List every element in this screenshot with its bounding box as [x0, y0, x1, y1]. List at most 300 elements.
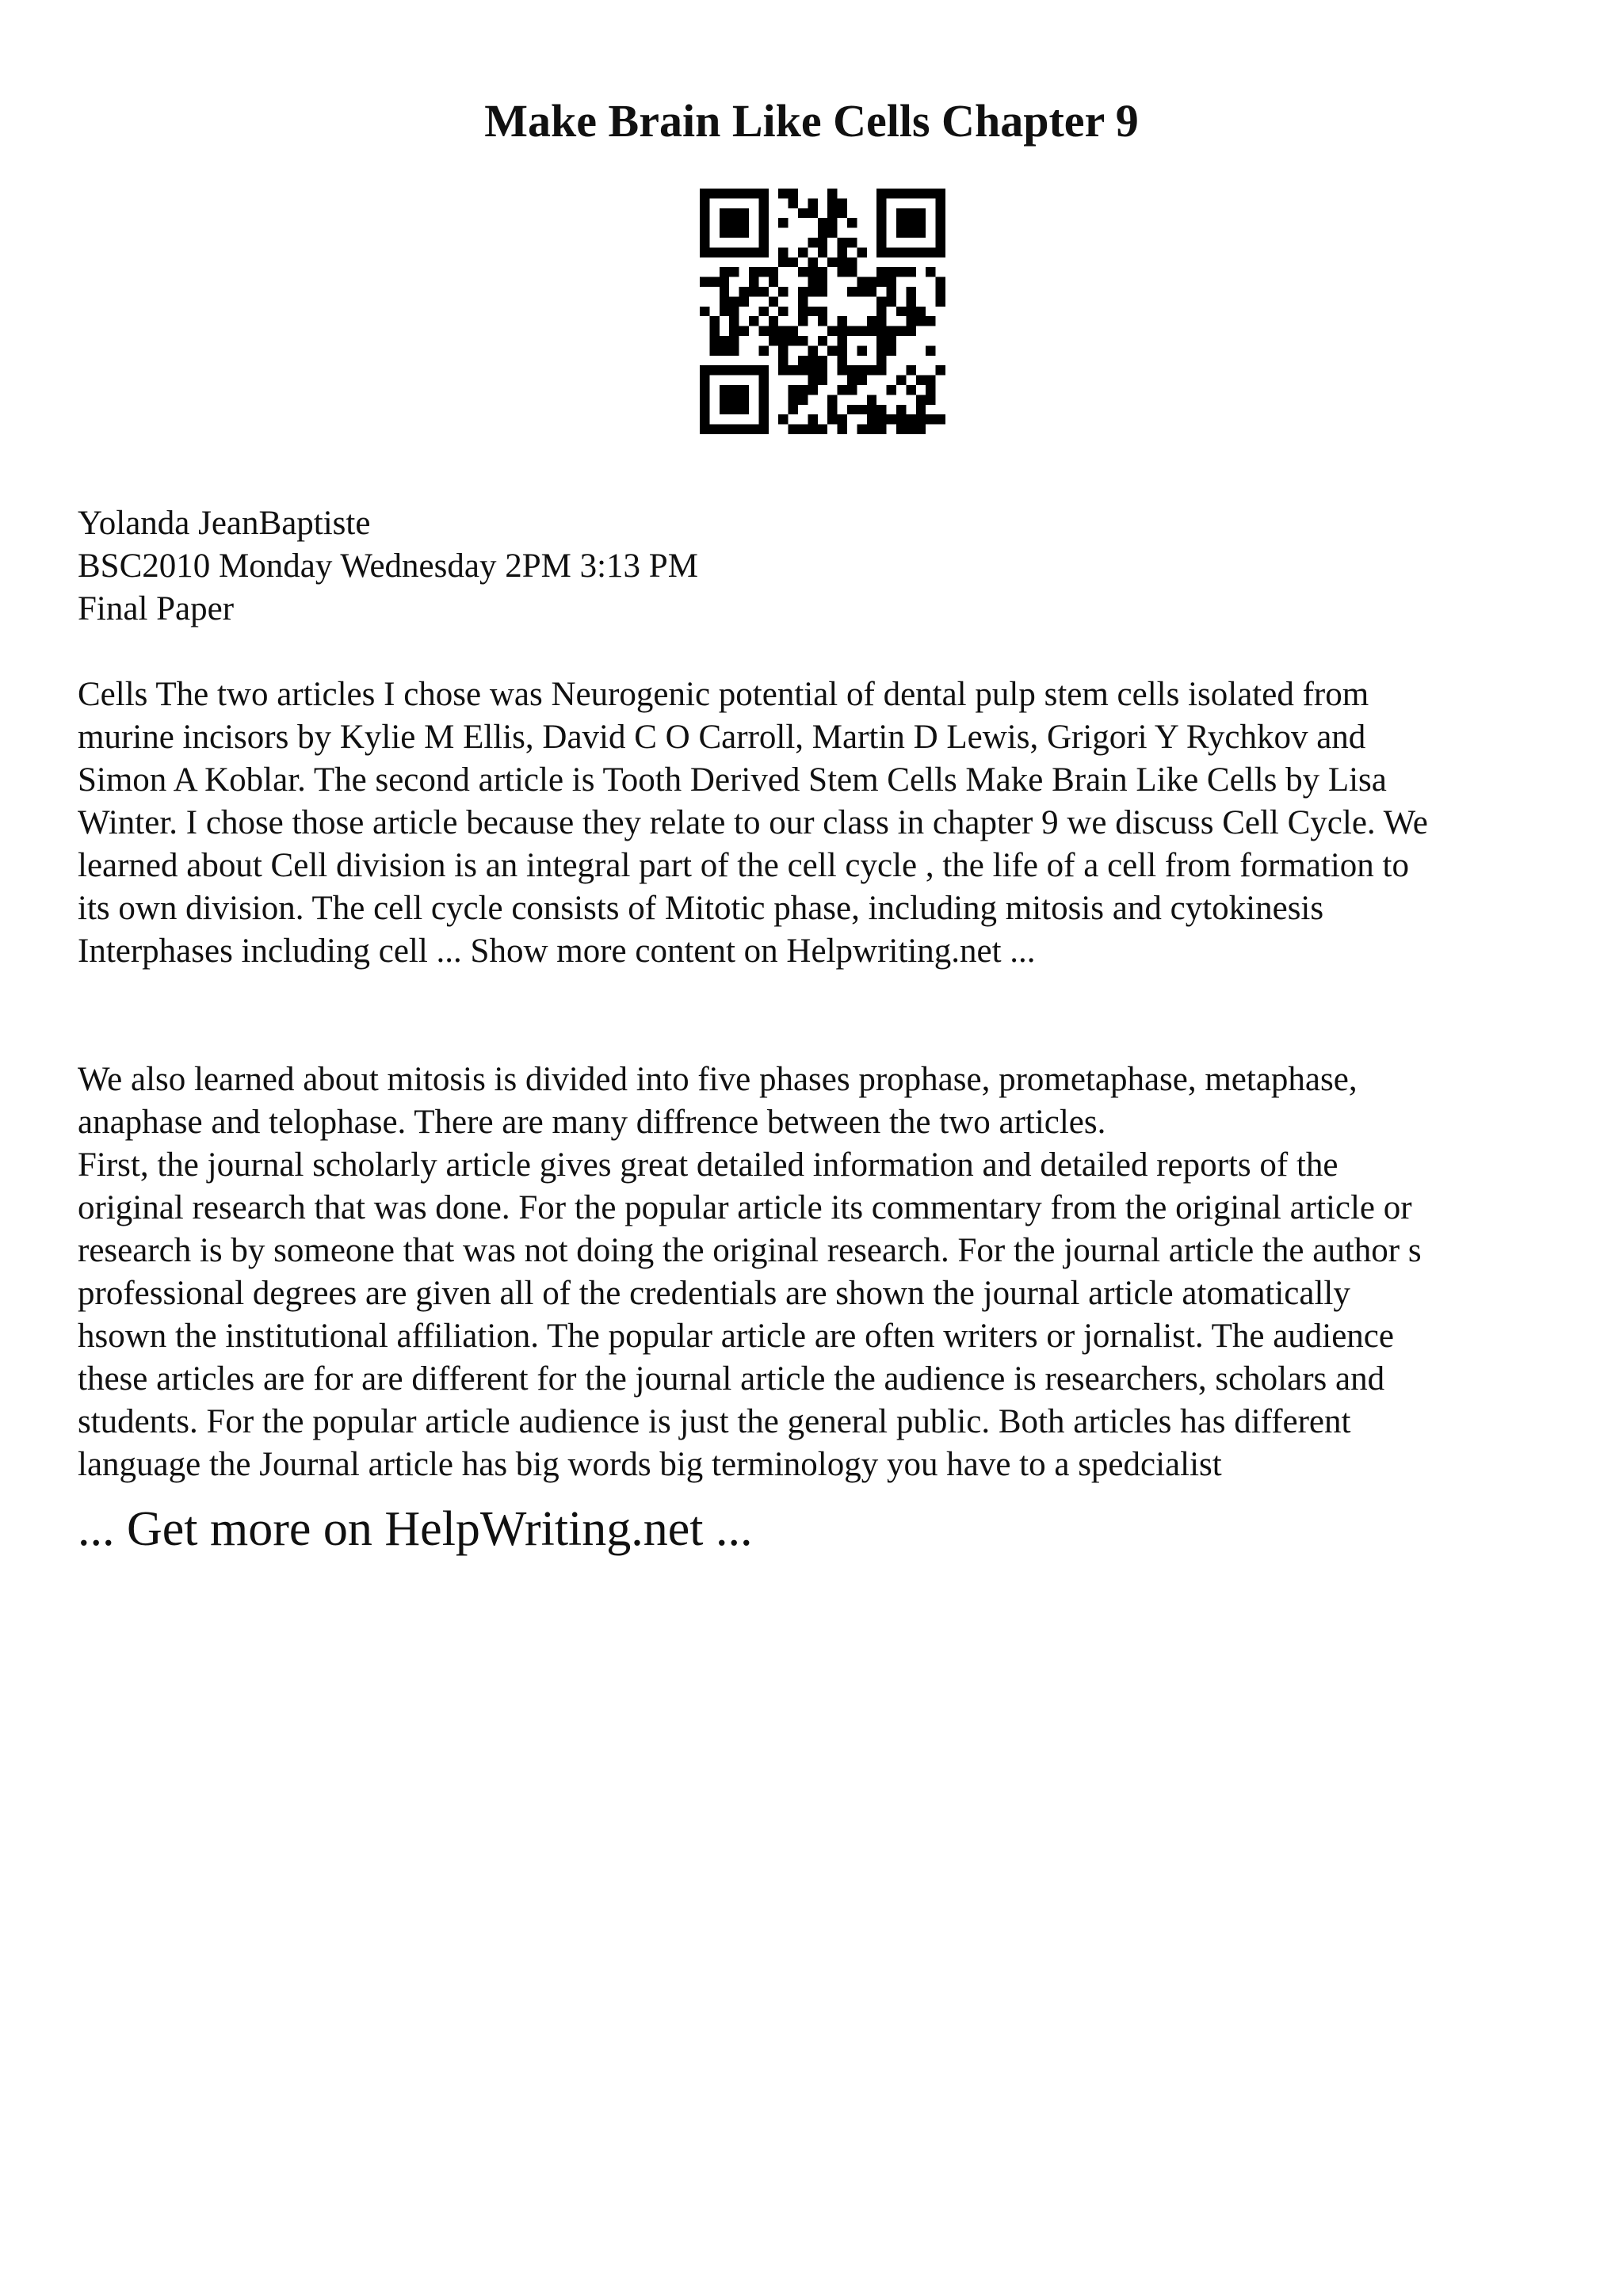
- qr-module: [808, 345, 817, 355]
- qr-module: [798, 425, 808, 434]
- qr-module: [758, 326, 768, 336]
- qr-module: [876, 365, 886, 375]
- qr-module: [720, 425, 729, 434]
- qr-module: [867, 326, 876, 336]
- qr-module: [827, 218, 837, 227]
- qr-module: [758, 307, 768, 316]
- qr-module: [916, 307, 926, 316]
- qr-module: [808, 208, 817, 218]
- qr-module: [936, 189, 945, 198]
- qr-module: [876, 267, 886, 277]
- qr-module: [808, 385, 817, 395]
- qr-module: [906, 287, 915, 296]
- qr-module: [876, 277, 886, 287]
- qr-module: [808, 257, 817, 267]
- qr-module: [778, 287, 788, 296]
- qr-module: [720, 307, 729, 316]
- qr-module: [887, 277, 896, 287]
- qr-module: [818, 365, 827, 375]
- qr-module: [758, 425, 768, 434]
- qr-module: [739, 228, 749, 238]
- document-title: Make Brain Like Cells Chapter 9: [484, 95, 1139, 147]
- qr-module: [709, 326, 719, 336]
- qr-module: [789, 395, 798, 404]
- qr-module: [758, 208, 768, 218]
- qr-module: [739, 326, 749, 336]
- qr-module: [887, 326, 896, 336]
- qr-module: [789, 405, 798, 414]
- qr-module: [857, 287, 866, 296]
- qr-module: [700, 365, 709, 375]
- paragraph-line: anaphase and telophase. There are many diffrence between the two articles.: [78, 1104, 1106, 1141]
- qr-module: [827, 414, 837, 424]
- qr-module: [838, 247, 847, 257]
- qr-module: [887, 287, 896, 296]
- qr-module: [926, 267, 935, 277]
- qr-module: [709, 365, 719, 375]
- qr-module: [798, 395, 808, 404]
- qr-module: [729, 247, 739, 257]
- qr-module: [876, 414, 886, 424]
- qr-module: [936, 287, 945, 296]
- qr-module: [876, 405, 886, 414]
- qr-module: [789, 425, 798, 434]
- qr-module: [936, 365, 945, 375]
- qr-module: [789, 365, 798, 375]
- qr-module: [709, 336, 719, 345]
- qr-module: [876, 198, 886, 208]
- qr-module: [926, 345, 935, 355]
- qr-module: [906, 296, 915, 306]
- qr-module: [916, 425, 926, 434]
- qr-module: [769, 326, 778, 336]
- qr-module: [798, 208, 808, 218]
- qr-module: [700, 414, 709, 424]
- qr-module: [916, 316, 926, 326]
- qr-module: [876, 218, 886, 227]
- qr-module: [818, 307, 827, 316]
- qr-module: [896, 228, 906, 238]
- qr-module: [847, 405, 857, 414]
- qr-module: [936, 218, 945, 227]
- qr-module: [906, 326, 915, 336]
- qr-module: [867, 414, 876, 424]
- qr-module: [906, 218, 915, 227]
- qr-module: [720, 247, 729, 257]
- qr-module: [720, 208, 729, 218]
- qr-module: [749, 247, 758, 257]
- qr-module: [916, 228, 926, 238]
- qr-module: [936, 198, 945, 208]
- paragraph-line: its own division. The cell cycle consists of Mitotic phase, including mitosis and cytokinesis: [78, 890, 1324, 927]
- paragraph-line: students. For the popular article audience is just the general public. Both articles has different: [78, 1403, 1351, 1440]
- qr-module: [847, 238, 857, 247]
- qr-module: [709, 189, 719, 198]
- qr-module: [876, 316, 886, 326]
- qr-module: [758, 247, 768, 257]
- qr-module: [749, 189, 758, 198]
- qr-module: [906, 189, 915, 198]
- qr-module: [857, 247, 866, 257]
- qr-module: [729, 336, 739, 345]
- qr-module: [818, 376, 827, 385]
- qr-module: [916, 414, 926, 424]
- qr-module: [857, 345, 866, 355]
- qr-module: [827, 257, 837, 267]
- qr-module: [700, 385, 709, 395]
- qr-module: [876, 189, 886, 198]
- qr-module: [789, 385, 798, 395]
- qr-module: [936, 247, 945, 257]
- qr-module: [867, 425, 876, 434]
- qr-module: [876, 336, 886, 345]
- qr-module: [808, 238, 817, 247]
- qr-module: [700, 307, 709, 316]
- qr-module: [778, 189, 788, 198]
- qr-module: [876, 296, 886, 306]
- qr-module: [876, 247, 886, 257]
- qr-module: [749, 277, 758, 287]
- paragraph-line: professional degrees are given all of the credentials are shown the journal article atomatically: [78, 1275, 1350, 1312]
- qr-module: [798, 356, 808, 365]
- qr-module: [729, 405, 739, 414]
- qr-module: [769, 336, 778, 345]
- qr-module: [749, 425, 758, 434]
- qr-module: [838, 385, 847, 395]
- paragraph-line: Cells The two articles I chose was Neurogenic potential of dental pulp stem cells isolated from: [78, 676, 1369, 713]
- qr-module: [700, 189, 709, 198]
- qr-module: [709, 277, 719, 287]
- qr-module: [700, 198, 709, 208]
- qr-module: [729, 296, 739, 306]
- qr-module: [847, 376, 857, 385]
- qr-module: [896, 307, 906, 316]
- qr-module: [720, 405, 729, 414]
- qr-module: [709, 247, 719, 257]
- qr-module: [739, 247, 749, 257]
- paragraph-line: these articles are for are different for the journal article the audience is researchers, scholars and: [78, 1360, 1385, 1398]
- qr-module: [906, 267, 915, 277]
- qr-module: [896, 414, 906, 424]
- qr-module: [739, 365, 749, 375]
- qr-module: [827, 189, 837, 198]
- qr-module: [838, 198, 847, 208]
- qr-module: [700, 218, 709, 227]
- qr-module: [798, 385, 808, 395]
- qr-module: [906, 307, 915, 316]
- qr-module: [769, 316, 778, 326]
- qr-module: [906, 208, 915, 218]
- qr-module: [838, 356, 847, 365]
- qr-module: [838, 316, 847, 326]
- qr-module: [729, 365, 739, 375]
- qr-module: [876, 238, 886, 247]
- qr-module: [847, 218, 857, 227]
- qr-module: [857, 277, 866, 287]
- qr-module: [720, 365, 729, 375]
- qr-module: [818, 218, 827, 227]
- qr-module: [789, 336, 798, 345]
- qr-module: [838, 336, 847, 345]
- qr-module: [758, 238, 768, 247]
- qr-module: [896, 247, 906, 257]
- qr-module: [729, 307, 739, 316]
- qr-module: [720, 395, 729, 404]
- qr-module: [758, 287, 768, 296]
- qr-module: [729, 395, 739, 404]
- qr-module: [916, 247, 926, 257]
- qr-module: [906, 316, 915, 326]
- qr-module: [876, 425, 886, 434]
- qr-module: [827, 405, 837, 414]
- qr-module: [778, 247, 788, 257]
- qr-module: [729, 326, 739, 336]
- qr-module: [709, 316, 719, 326]
- qr-module: [720, 385, 729, 395]
- qr-module: [778, 365, 788, 375]
- qr-module: [936, 238, 945, 247]
- qr-module: [808, 287, 817, 296]
- qr-module: [926, 395, 935, 404]
- qr-module: [818, 336, 827, 345]
- course-info: BSC2010 Monday Wednesday 2PM 3:13 PM: [78, 547, 698, 585]
- paragraph-mitosis: [78, 1058, 1568, 1144]
- qr-module: [778, 356, 788, 365]
- qr-module: [818, 356, 827, 365]
- qr-module: [798, 247, 808, 257]
- qr-module: [720, 218, 729, 227]
- qr-module: [818, 316, 827, 326]
- qr-module: [798, 336, 808, 345]
- qr-module: [700, 247, 709, 257]
- qr-module: [798, 316, 808, 326]
- qr-module: [720, 228, 729, 238]
- qr-module: [926, 247, 935, 257]
- qr-module: [926, 189, 935, 198]
- paragraph-intro: [78, 673, 1568, 973]
- qr-module: [827, 395, 837, 404]
- qr-module: [729, 316, 739, 326]
- qr-module: [729, 345, 739, 355]
- qr-module: [896, 405, 906, 414]
- author-header: [78, 502, 1568, 631]
- qr-module: [896, 267, 906, 277]
- qr-module: [926, 385, 935, 395]
- qr-module: [758, 365, 768, 375]
- qr-module: [916, 376, 926, 385]
- qr-module: [906, 228, 915, 238]
- paragraph-comparison: [78, 1144, 1568, 1486]
- paper-type: Final Paper: [78, 590, 235, 627]
- qr-module: [720, 345, 729, 355]
- qr-module: [778, 336, 788, 345]
- qr-module: [838, 365, 847, 375]
- qr-module: [789, 326, 798, 336]
- qr-module: [887, 267, 896, 277]
- qr-module: [876, 307, 886, 316]
- qr-module: [808, 425, 817, 434]
- qr-module: [729, 189, 739, 198]
- paragraph-line: murine incisors by Kylie M Ellis, David C O Carroll, Martin D Lewis, Grigori Y Rychkov and: [78, 719, 1366, 756]
- qr-module: [818, 267, 827, 277]
- get-more-link[interactable]: ... Get more on HelpWriting.net ...: [78, 1502, 753, 1556]
- qr-module: [887, 336, 896, 345]
- qr-module: [798, 267, 808, 277]
- qr-module: [847, 267, 857, 277]
- qr-module: [739, 395, 749, 404]
- qr-module: [887, 345, 896, 355]
- paragraph-line: Interphases including cell ... Show more content on Helpwriting.net ...: [78, 933, 1036, 970]
- qr-module: [739, 385, 749, 395]
- qr-module: [818, 238, 827, 247]
- qr-module: [936, 228, 945, 238]
- qr-module: [887, 189, 896, 198]
- qr-module: [926, 414, 935, 424]
- qr-module: [818, 425, 827, 434]
- qr-module: [720, 296, 729, 306]
- qr-module: [729, 208, 739, 218]
- qr-module: [769, 277, 778, 287]
- qr-module: [758, 405, 768, 414]
- qr-module: [876, 228, 886, 238]
- qr-module: [936, 277, 945, 287]
- qr-module: [739, 405, 749, 414]
- qr-module: [700, 395, 709, 404]
- qr-module: [798, 307, 808, 316]
- qr-module: [916, 405, 926, 414]
- qr-module: [896, 425, 906, 434]
- qr-module: [867, 277, 876, 287]
- paragraph-line: First, the journal scholarly article gives great detailed information and detailed reports of the: [78, 1146, 1338, 1184]
- qr-module: [700, 376, 709, 385]
- qr-module: [798, 287, 808, 296]
- qr-module: [808, 376, 817, 385]
- qr-module: [906, 425, 915, 434]
- qr-module: [896, 208, 906, 218]
- qr-module: [857, 376, 866, 385]
- qr-module: [808, 307, 817, 316]
- qr-module: [838, 267, 847, 277]
- qr-module: [906, 365, 915, 375]
- qr-module: [847, 287, 857, 296]
- qr-module: [729, 218, 739, 227]
- paragraph-line: Simon A Koblar. The second article is Tooth Derived Stem Cells Make Brain Like Cells by Lisa: [78, 761, 1387, 799]
- qr-module: [906, 247, 915, 257]
- qr-module: [867, 365, 876, 375]
- qr-module: [838, 257, 847, 267]
- qr-module: [827, 228, 837, 238]
- qr-module: [700, 425, 709, 434]
- qr-module: [887, 385, 896, 395]
- qr-module: [778, 414, 788, 424]
- qr-module: [789, 257, 798, 267]
- qr-module: [867, 316, 876, 326]
- qr-module: [758, 189, 768, 198]
- qr-module: [808, 414, 817, 424]
- qr-module: [729, 228, 739, 238]
- qr-module: [798, 365, 808, 375]
- qr-module: [876, 345, 886, 355]
- qr-module: [778, 307, 788, 316]
- qr-module: [700, 238, 709, 247]
- qr-module: [729, 385, 739, 395]
- qr-module: [926, 376, 935, 385]
- qr-module: [729, 267, 739, 277]
- qr-module: [818, 228, 827, 238]
- qr-module: [916, 395, 926, 404]
- qr-module: [838, 238, 847, 247]
- paragraph-line: We also learned about mitosis is divided into five phases prophase, prometaphase, metaphase,: [78, 1061, 1358, 1098]
- qr-module: [808, 365, 817, 375]
- qr-module: [739, 208, 749, 218]
- paragraph-line: Winter. I chose those article because they relate to our class in chapter 9 we discuss Cell Cycle. We: [78, 804, 1428, 841]
- qr-module: [700, 228, 709, 238]
- qr-module: [896, 326, 906, 336]
- qr-module: [758, 267, 768, 277]
- qr-module: [838, 414, 847, 424]
- qr-module: [857, 425, 866, 434]
- qr-module: [749, 267, 758, 277]
- qr-module: [867, 287, 876, 296]
- qr-module: [700, 277, 709, 287]
- qr-module: [758, 414, 768, 424]
- qr-module: [778, 218, 788, 227]
- qr-module: [896, 218, 906, 227]
- qr-module: [838, 425, 847, 434]
- qr-module: [876, 208, 886, 218]
- qr-module: [916, 208, 926, 218]
- qr-module: [769, 267, 778, 277]
- qr-module: [729, 425, 739, 434]
- qr-module: [906, 414, 915, 424]
- qr-module: [749, 287, 758, 296]
- qr-code-icon[interactable]: [700, 189, 945, 434]
- qr-module: [838, 345, 847, 355]
- qr-module: [739, 189, 749, 198]
- qr-module: [827, 345, 837, 355]
- qr-module: [808, 198, 817, 208]
- qr-module: [720, 267, 729, 277]
- qr-module: [876, 356, 886, 365]
- qr-module: [857, 365, 866, 375]
- qr-module: [838, 208, 847, 218]
- paragraph-line: language the Journal article has big words big terminology you have to a spedcialist: [78, 1446, 1222, 1483]
- qr-module: [887, 414, 896, 424]
- qr-module: [778, 257, 788, 267]
- qr-module: [758, 345, 768, 355]
- paragraph-line: hsown the institutional affiliation. The popular article are often writers or jornalist. The audience: [78, 1318, 1394, 1355]
- qr-module: [916, 218, 926, 227]
- qr-module: [857, 326, 866, 336]
- qr-module: [789, 198, 798, 208]
- qr-module: [867, 405, 876, 414]
- qr-module: [709, 345, 719, 355]
- qr-module: [936, 208, 945, 218]
- qr-module: [739, 296, 749, 306]
- qr-module: [720, 189, 729, 198]
- qr-module: [847, 385, 857, 395]
- qr-module: [769, 296, 778, 306]
- qr-module: [847, 257, 857, 267]
- qr-module: [906, 385, 915, 395]
- qr-module: [798, 296, 808, 306]
- qr-module: [749, 365, 758, 375]
- qr-module: [720, 336, 729, 345]
- qr-module: [700, 208, 709, 218]
- qr-module: [739, 287, 749, 296]
- qr-module: [896, 376, 906, 385]
- qr-module: [857, 405, 866, 414]
